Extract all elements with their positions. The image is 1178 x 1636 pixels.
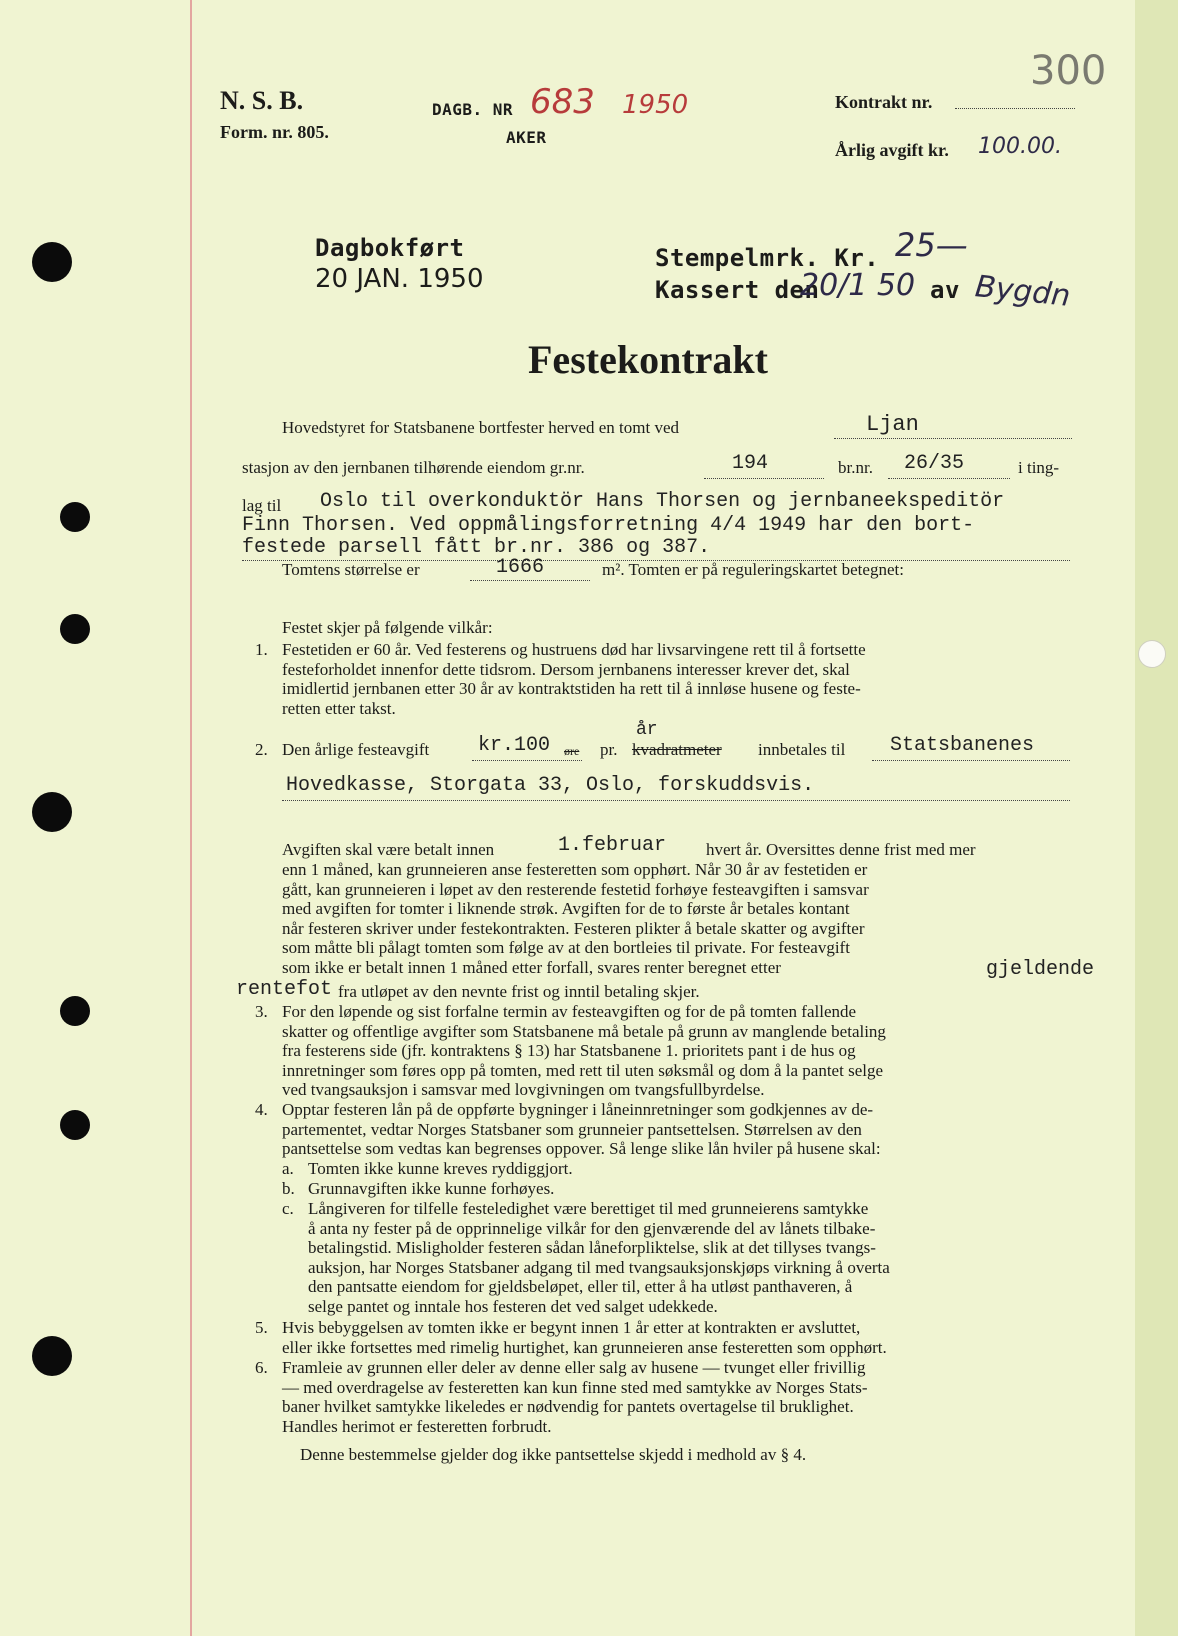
fee-amount: kr.100 (478, 734, 551, 757)
punch-hole (32, 1336, 72, 1376)
form-number: Form. nr. 805. (220, 122, 329, 142)
punch-hole (60, 502, 90, 532)
pr-label: pr. (600, 740, 618, 759)
avgift-line: gått, kan grunneieren i løpet av den resterende festetid forhøye festeavgiften i samsvar (282, 879, 869, 899)
rate-rentefot: rentefot (236, 978, 333, 1001)
aker-stamp: AKER (506, 128, 547, 147)
payee-b: Hovedkasse, Storgata 33, Oslo, forskuddsvis. (286, 774, 815, 797)
condition-4-number: 4. (255, 1100, 268, 1119)
intro-line1-text: Hovedstyret for Statsbanene bortfester herved en tomt ved (282, 418, 680, 437)
typed-line3: festede parsell fått br.nr. 386 og 387. (242, 536, 711, 559)
avgift-line: som måtte bli pålagt tomten som følge av at den bortleies til private. For festeavgift (282, 938, 850, 958)
kassert-signature: Bygdn (973, 269, 1073, 314)
typed-line1: Oslo til overkonduktör Hans Thorsen og jernbaneekspeditör (320, 490, 1005, 513)
condition-1-line: Festetiden er 60 år. Ved festerens og hustruens død har livsarvingene rett til å fortsette (282, 640, 866, 659)
intro-line2-suffix: i ting- (1018, 458, 1060, 477)
condition-1-line: retten etter takst. (282, 698, 396, 718)
grnr-value: 194 (732, 452, 769, 475)
size-suffix: m². Tomten er på reguleringskartet betegnet: (602, 560, 904, 579)
condition-6 (282, 1358, 1042, 1436)
avgift-value: 100.00. (978, 134, 1062, 159)
brnr-value: 26/35 (904, 452, 965, 475)
kassert-date: 20/1 50 (800, 268, 916, 303)
place-value: Ljan (866, 412, 919, 437)
condition-3-line: fra festerens side (jfr. kontraktens § 13) har Statsbanene 1. prioritets pant i de hus og (282, 1041, 856, 1061)
typed-line2: Finn Thorsen. Ved oppmålingsforretning 4/4 1949 har den bort- (242, 514, 975, 537)
condition-4-line: Opptar festeren lån på de oppførte bygninger i låneinnretninger som godkjennes av de- (282, 1100, 874, 1119)
kassert-av: av (930, 276, 960, 304)
avgift-line: når festeren skriver under festekontrakten. Festeren plikter å betale skatter og avgifter (282, 918, 865, 938)
stempelmerke-label: Stempelmrk. Kr. (655, 244, 880, 272)
kontrakt-field (955, 108, 1075, 109)
dagbokfort-stamp: Dagbokført (315, 234, 465, 262)
avgift-line1-suffix: hvert år. Oversittes denne frist med mer (706, 840, 976, 859)
punch-hole (32, 242, 72, 282)
place-field (834, 438, 1072, 439)
avgift-label: Årlig avgift kr. (835, 140, 949, 160)
punch-hole (60, 996, 90, 1026)
condition-6-number: 6. (255, 1358, 268, 1377)
final-provision: Denne bestemmelse gjelder dog ikke pantsettelse skjedd i medhold av § 4. (300, 1445, 807, 1464)
avgift-paragraph (282, 860, 1042, 978)
margin-line (190, 0, 192, 1636)
condition-5-line: eller ikke fortsettes med rimelig hurtighet, kan grunneieren anse festeretten som opphørt. (282, 1337, 887, 1357)
condition-4-line: pantsettelse som vedtas kan begrenses oppover. Så lenge slike lån hviler på husene skal: (282, 1139, 881, 1159)
condition-3-line: skatter og offentlige avgifter som Statsbanene må betale på grunn av manglende betaling (282, 1021, 886, 1041)
condition-4a-letter: a. (282, 1159, 294, 1178)
due-date: 1.februar (558, 834, 667, 857)
condition-3-line: For den løpende og sist forfalne termin av festeavgiften og for de på tomten fallende (282, 1002, 857, 1021)
rate-gjeldende: gjeldende (986, 958, 1095, 981)
dagbokfort-date: 20 JAN. 1950 (315, 264, 484, 294)
punch-hole (1138, 640, 1166, 668)
stempelmerke-value: 25— (895, 226, 968, 264)
payee-rule (282, 800, 1070, 801)
condition-1-line: imidlertid jernbanen etter 30 år av kontraktstiden ha rett til å innløse husene og feste- (282, 679, 861, 699)
conditions-intro: Festet skjer på følgende vilkår: (282, 618, 493, 637)
kontrakt-label: Kontrakt nr. (835, 92, 933, 112)
size-value: 1666 (496, 556, 545, 579)
condition-4c-line: å anta ny fester på de opprinnelige vilkår for den gjenværende del av lånets tilbake- (308, 1218, 876, 1238)
condition-4c-line: selge pantet og inntale hos festeren det ved salget udekkede. (308, 1296, 718, 1316)
aar-value: år (636, 720, 658, 740)
condition-4c-line: auksjon, har Norges Statsbaner adgang til med tvangsauksjonskjøps virkning å overta (308, 1257, 890, 1277)
grnr-field (704, 478, 824, 479)
avgift-line: enn 1 måned, kan grunneieren anse festeretten som opphørt. Når 30 år av festetiden er (282, 860, 868, 879)
size-field (470, 580, 590, 581)
dagb-number: 683 (530, 82, 595, 122)
intro-line3-text: lag til (242, 496, 282, 515)
ore-struck: øre (564, 744, 580, 758)
avgift-line: som ikke er betalt innen 1 måned etter forfall, svares renter beregnet etter (282, 957, 781, 977)
condition-5-line: Hvis bebyggelsen av tomten ikke er begynt innen 1 år etter at kontrakten er avsluttet, (282, 1318, 861, 1337)
condition-2-number: 2. (255, 740, 268, 759)
kassert-label: Kassert den (655, 276, 820, 304)
condition-4b-letter: b. (282, 1179, 295, 1198)
condition-4 (282, 1100, 1042, 1159)
punch-hole (32, 792, 72, 832)
condition-1-line: festeforholdet innenfor dette tidsrom. Dersom jernbanens interesser krever det, skal (282, 659, 850, 679)
condition-3-line: innretninger som føres opp på tomten, med rett til uten søksmål og dom å la pantet selge (282, 1060, 884, 1080)
brnr-label: br.nr. (838, 458, 873, 477)
condition-4c (308, 1199, 1042, 1317)
condition-5-number: 5. (255, 1318, 268, 1337)
condition-4c-letter: c. (282, 1199, 294, 1218)
condition-6-line: baner hvilket samtykke likeledes er nødvendig for pantets overtagelse til bruklighet. (282, 1397, 854, 1417)
condition-6-line: — med overdragelse av festeretten kan kun finne sted med samtykke av Norges Stats- (282, 1377, 868, 1397)
condition-6-line: Framleie av grunnen eller deler av denne eller salg av husene — tvunget eller frivillig (282, 1358, 866, 1377)
avgift-last-line: fra utløpet av den nevnte frist og inntil betaling skjer. (338, 982, 700, 1001)
condition-3 (282, 1002, 1042, 1100)
condition-1 (282, 640, 1042, 718)
condition-1-number: 1. (255, 640, 268, 659)
avgift-line: med avgiften for tomter i liknende strøk. Avgiften for de to første år betales kontant (282, 899, 850, 919)
condition-4b: Grunnavgiften ikke kunne forhøyes. (308, 1179, 555, 1198)
dagb-year: 1950 (622, 90, 689, 120)
condition-5 (282, 1318, 1042, 1357)
org-name: N. S. B. (220, 86, 304, 115)
condition-3-line: ved tvangsauksjon i samsvar med lovgivningen om tvangsfullbyrdelse. (282, 1080, 765, 1100)
payee-field (872, 760, 1070, 761)
page-edge (1135, 0, 1178, 1636)
condition-3-number: 3. (255, 1002, 268, 1021)
condition-2-mid: innbetales til (758, 740, 846, 759)
dagb-label: DAGB. NR (432, 100, 514, 119)
size-label: Tomtens størrelse er (282, 560, 420, 579)
intro-line1 (282, 418, 679, 438)
condition-4c-line: betalingstid. Misligholder festeren sådan låneforpliktelse, slik at det tillyses tvangs- (308, 1238, 876, 1258)
condition-4c-line: den pantsatte eiendom for gjeldsbeløpet, eller til, etter å ha utløst panthaveren, å (308, 1277, 853, 1297)
intro-line2-text: stasjon av den jernbanen tilhørende eiendom gr.nr. (242, 458, 585, 477)
condition-4-line: partementet, vedtar Norges Statsbaner som grunneier pantsettelsen. Størrelsen av den (282, 1119, 862, 1139)
condition-6-line: Handles herimot er festeretten forbrudt. (282, 1416, 552, 1436)
struck-unit: kvadratmeter (632, 740, 722, 759)
punch-hole (60, 614, 90, 644)
payee-a: Statsbanenes (890, 734, 1035, 757)
punch-hole (60, 1110, 90, 1140)
condition-2-prefix: Den årlige festeavgift (282, 740, 430, 759)
condition-4a: Tomten ikke kunne kreves ryddiggjort. (308, 1159, 573, 1178)
brnr-field (888, 478, 1010, 479)
avgift-line1-prefix: Avgiften skal være betalt innen (282, 840, 495, 859)
condition-4c-line: Långiveren for tilfelle festeledighet være berettiget til med grunneierens samtykke (308, 1199, 869, 1218)
page-number: 300 (1030, 48, 1107, 94)
document-title: Festekontrakt (528, 337, 768, 382)
